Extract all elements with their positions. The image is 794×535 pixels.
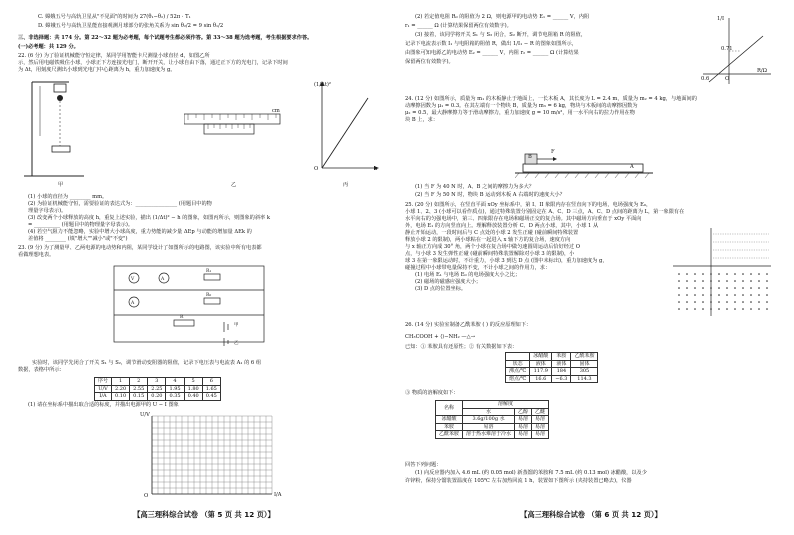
field-dot: [734, 280, 736, 282]
table-row: 序号 1 2 3 4 5 6: [95, 378, 221, 386]
field-dot: [766, 273, 768, 275]
field-dot: [750, 308, 752, 310]
grid-axis-i: I/A: [274, 492, 282, 498]
q23-experiment: 实验时，该同学先闭合了开关 S₁ 与 S₂，调节滑动变阻器的阻值，记录下电压表与电流表 A₁ 的 6 组: [32, 360, 262, 366]
svg-text:乙: 乙: [234, 341, 239, 346]
board-block-figure: [515, 142, 655, 182]
field-dot: [686, 273, 688, 275]
field-dot: [726, 294, 728, 296]
graph-value-1: 0.71: [721, 46, 733, 52]
field-dot: [758, 280, 760, 282]
field-dot: [694, 294, 696, 296]
svg-text:A: A: [161, 277, 165, 282]
q23-cont: r₁ = ______ Ω (计算结果保留两位有效数字)。: [405, 23, 512, 29]
field-dot: [734, 294, 736, 296]
field-dot: [686, 287, 688, 289]
field-dot: [734, 301, 736, 303]
q24-line: μ₂ = 0.5，最大静摩擦力等于滑动摩擦力，重力加速度 g = 10 m/s²，用一水平向右的拉力作用在物: [405, 110, 635, 116]
q24-sub: (1) 当 F 为 40 N 时，A、B 之间的摩擦力为多大？: [415, 184, 535, 190]
field-dot: [750, 287, 752, 289]
graph-y-label: 1/I: [717, 16, 725, 22]
field-dot: [686, 294, 688, 296]
q25-line: 与 x 轴正方向成 30° 角，两个小球在复合场中做匀速圆周运动后恰好经过 O: [405, 244, 581, 250]
uv-data-table: [94, 377, 221, 401]
field-dot: [750, 301, 752, 303]
field-dot: [686, 301, 688, 303]
q23-line: 看做理想电表。: [18, 252, 55, 258]
field-dot: [766, 308, 768, 310]
table-row: 水 乙醇 乙醚: [436, 408, 549, 416]
q24-line: 动摩擦因数为 μ₁ = 0.3。在其左端有一个物块 B，质量为 m₃ = 6 kg，物块与木板间的动摩擦因数为: [405, 103, 638, 109]
field-dot: [750, 280, 752, 282]
field-dot: [678, 301, 680, 303]
field-dot: [742, 301, 744, 303]
grid-origin: O: [144, 493, 149, 499]
q25-line: 外，电场 E₁ 的方向竖直向上。理解释放装置分析 C、D 两点小球，其中，小球 1 从: [405, 223, 599, 229]
field-dot: [742, 280, 744, 282]
q25-line: 静止开始运动，一段时间后与 C 点处的小球 2 发生正碰 (碰前瞬间特殊装置: [405, 230, 579, 236]
q25-sub: (3) D 点的位置坐标。: [415, 286, 467, 292]
field-dot: [694, 273, 696, 275]
field-dot: [702, 273, 704, 275]
q25-line: 小球 1、2、3 (小球可以看作质点)，通过特殊装置分别固定在 A、C、D 三点，A、C、D 点间的距离为 L，第一象限有在: [405, 209, 685, 215]
q26-known: 已知：① 苯胺具有还原性；② 有关数据如下表：: [405, 344, 518, 350]
field-dot: [718, 294, 720, 296]
table-header: 序号: [95, 378, 112, 386]
q26-title: 26. (14 分) 实验室制备乙酰苯胺 ( ) 的反应原理如下：: [405, 322, 532, 328]
field-dot: [710, 308, 712, 310]
inv-i-r-graph: [701, 14, 773, 88]
field-dot: [750, 273, 752, 275]
grid-axis-u: U/V: [140, 412, 150, 418]
label-jia: 甲: [58, 182, 64, 188]
field-dot: [718, 287, 720, 289]
q23-cont: 保留两位有效数字)。: [405, 59, 454, 65]
option-d: D. 嫦娥五号与高轨卫星能直接观测月球部分的张角关系为 sin θ₂/2 = 9 sin θ₁/2: [38, 23, 224, 29]
table-row: 熔点/℃ 16.6 −6.3 114.3: [506, 375, 598, 383]
figure-yi-ruler: [184, 106, 284, 146]
page-footer-right: 【高三理科综合试卷 （第 6 页 共 12 页）】: [520, 510, 662, 519]
field-dot: [726, 273, 728, 275]
blank-grid: [138, 412, 278, 502]
q23-line: 23. (9 分) 为了测量甲、乙两电源的电动势和内阻，某同学设计了如图所示的电路图，该实验中所有电表都: [18, 245, 262, 251]
field-dot: [686, 280, 688, 282]
table-row: 沸点/℃ 117.9 184 305: [506, 368, 598, 376]
graph-x-label: R/Ω: [757, 68, 767, 74]
left-page: [18, 14, 390, 522]
q22-line: 22. (6 分) 为了验证机械能守恒定律，某同学用智能卡尺测量小球直径 d，如图乙所: [18, 53, 210, 59]
figure-jia: [24, 76, 104, 186]
field-dot: [758, 294, 760, 296]
axis-origin: O: [314, 166, 319, 172]
field-dot: [734, 308, 736, 310]
field-dot: [766, 294, 768, 296]
q25-sub: (1) 电场 E₁ 与电场 E₀ 的电场强度大小之比；: [415, 272, 521, 278]
q25-line: 点，与小球 3 发生弹性正碰 (碰前瞬间特殊装置解除对小球 3 的限制)，小: [405, 251, 575, 257]
field-dot: [766, 287, 768, 289]
field-dot: [710, 280, 712, 282]
q23-plot-instruction: (1) 请在坐标系中描出取合适的标度，并描出电源甲的 U − I 图象: [28, 402, 179, 408]
q24-sub: (2) 当 F 为 50 N 时，物块 B 运动到木板 A 右端时的速度大小？: [415, 192, 565, 198]
field-dot: [726, 287, 728, 289]
q25-line: 25. (20 分) 如图所示，在竖直平面 xOy 坐标系中，第 I、II 象限内存在竖直向下的电场，电场强度为 E₀，: [405, 202, 652, 208]
field-dot: [678, 308, 680, 310]
label-bing: 丙: [343, 182, 349, 188]
q23-experiment: 数据，表格中所示：: [18, 367, 65, 373]
right-page: [405, 14, 777, 522]
q22-line: 为 Δt，用刻度尺测出小球到光电门中心距离为 h，重力加速度为 g。: [18, 67, 176, 73]
q22-sub: 差值将 ________ (填"增大""减小"或"不变"): [28, 236, 128, 242]
field-dot: [718, 273, 720, 275]
section3-sub: (一)必考题：共 129 分。: [18, 44, 79, 50]
ruler-unit: cm: [272, 108, 280, 114]
svg-text:R₀: R₀: [206, 293, 212, 298]
q23-cont: (2) 若定值电阻 R₀ 的阻值为 2 Ω，则电源甲的电动势 E₁ = ______ V，内阻: [415, 14, 590, 20]
field-dot: [742, 287, 744, 289]
q26-answer-lead: 回答下列问题：: [405, 462, 442, 468]
circuit-diagram: [104, 260, 274, 352]
svg-text:R₁: R₁: [206, 269, 212, 274]
option-c: C. 嫦娥五号与高轨卫星从"不见面"的时间为 27(θ₁−θ₂) / 52π · T₁: [38, 14, 191, 20]
field-dot: [678, 287, 680, 289]
svg-text:V: V: [131, 277, 135, 282]
field-dot: [758, 273, 760, 275]
q23-cont: 记录下电流表示数 I₁ 与电阻箱的阻值 R，做出 1/I₁ − R 的图象如图所示，: [405, 41, 577, 47]
field-dot: [766, 301, 768, 303]
q25-sub: (2) 磁场的磁感应强度大小；: [415, 279, 482, 285]
table-header: U/V: [95, 385, 112, 393]
table-row: 冰醋酸 3.6g/100g 水 易溶 易溶: [436, 416, 549, 424]
table-row: I/A 0.10 0.15 0.20 0.35 0.40 0.45: [95, 393, 221, 401]
svg-text:R: R: [180, 315, 184, 320]
force-label: F: [551, 149, 555, 155]
q26-solubility-title: ③ 物质的溶解度如下：: [405, 390, 459, 396]
label-yi: 乙: [231, 182, 237, 188]
q26-step: 许锌粉，保持分馏装置温度在 105℃ 左右加热回流 1 h，装置如下图所示 (夹持装置已略去)，仪器: [405, 478, 632, 484]
field-dot: [694, 301, 696, 303]
table-row: U/V 2.20 2.55 2.25 1.95 1.80 1.65: [95, 385, 221, 393]
field-dot: [750, 294, 752, 296]
field-dot: [702, 287, 704, 289]
q22-sub: = __________ (用题目中的物理量字母表示)。: [28, 222, 134, 228]
field-dot: [702, 280, 704, 282]
q22-sub: (2) 为验证机械能守恒，需要验证的表达式为：________________ (用题目中的物: [28, 201, 212, 207]
field-dot: [758, 301, 760, 303]
solubility-table: [435, 400, 549, 439]
field-dot: [694, 287, 696, 289]
axis-h: h: [374, 166, 378, 172]
board-a-label: A: [630, 164, 634, 170]
field-dot: [710, 294, 712, 296]
table-row: 名称 溶解度: [436, 401, 549, 409]
field-dot: [726, 308, 728, 310]
svg-text:A: A: [131, 301, 135, 306]
field-dot: [702, 294, 704, 296]
svg-text:甲: 甲: [234, 323, 239, 328]
field-dot: [758, 308, 760, 310]
field-dot: [710, 287, 712, 289]
field-dot: [702, 301, 704, 303]
q26-reaction: CH₃COOH + ⟨⟩−NH₂ —△→: [405, 334, 475, 340]
field-dot: [710, 301, 712, 303]
field-dot: [718, 308, 720, 310]
field-dot: [742, 308, 744, 310]
q22-line: 示，然后用电磁铁吸住小球，小球正下方连接光电门，断开开关，让小球自由下落，通过正下方的光电门，记录下时间: [18, 60, 288, 66]
table-header: I/A: [95, 393, 112, 401]
field-dot: [726, 301, 728, 303]
q23-cont: 由图象可知电源乙的电动势 E₂ = ______ V，内阻 r₂ = ______ Ω (计算结果: [405, 50, 579, 56]
field-dot: [710, 273, 712, 275]
property-table: [505, 352, 598, 383]
q25-line: 碰撞过程中小球带电量保持不变，不计小球之间的作用力，求：: [405, 265, 551, 271]
field-dot: [718, 280, 720, 282]
field-dot: [726, 280, 728, 282]
q25-line: 释放小球 2 的限制)，两小球粘在一起进入 x 轴下方的复合场，速度方向: [405, 237, 571, 243]
field-dot: [718, 301, 720, 303]
table-row: 乙酰苯胺 溶于热水难溶于冷水 易溶 易溶: [436, 431, 549, 439]
block-b-label: B: [528, 154, 532, 160]
q22-sub: (4) 若空气阻力不能忽略，实验中增大小球高度，重力势能的减少量 ΔEp 与动能的增加量 ΔEk 的: [28, 229, 252, 235]
table-row: 冰醋酸 苯胺 乙酰苯胺: [506, 353, 598, 361]
field-dot: [734, 273, 736, 275]
q26-step: (1) 向反应器内加入 4.6 mL (约 0.05 mol) 新蒸馏的苯胺和 7.5 mL (约 0.13 mol) 冰醋酸，以及少: [415, 470, 647, 476]
field-dot: [678, 280, 680, 282]
field-dot: [734, 287, 736, 289]
figure-bing-graph: [310, 78, 380, 178]
field-dot: [694, 280, 696, 282]
graph-origin: O: [725, 76, 730, 82]
field-dot: [678, 294, 680, 296]
page-footer-left: 【高三理科综合试卷 （第 5 页 共 12 页）】: [133, 510, 275, 519]
field-dot: [766, 280, 768, 282]
axis-inv-dt: (1/Δt)²: [314, 82, 332, 88]
field-dot: [758, 287, 760, 289]
q22-sub: (1) 小球的直径为 ________ mm。: [28, 194, 108, 200]
q23-cont: (3) 接着，该同学将开关 S₁ 与 S₃ 闭合，S₂ 断开，调节电阻箱 R 的阻值，: [415, 32, 587, 38]
field-dot: [742, 273, 744, 275]
table-row: 苯胺 易溶 易溶 易溶: [436, 423, 549, 431]
q24-line: 24. (12 分) 如图所示，质量为 m₁ 的木板静止于地面上，一长木板 A，其长度为 L = 2.4 m，质量为 m₂ = 4 kg，与地面间的: [405, 96, 697, 102]
q24-line: 块 B 上，求：: [405, 117, 439, 123]
field-diagram: [673, 226, 773, 318]
field-dot: [678, 273, 680, 275]
field-dot: [686, 308, 688, 310]
q25-line: 水平向右的匀强电场中，第三、四象限存在电场和磁场正交的复合场。其中磁场方向垂直于 xOy 平面向: [405, 216, 642, 222]
field-dot: [742, 294, 744, 296]
table-row: 状态 液体 液体 固体: [506, 360, 598, 368]
field-dot: [694, 308, 696, 310]
q22-sub: (3) 改变两个小球释放的高度 h，重复上述实验，描出 (1/Δt)² − h 的图象，如图丙所示，则图象的斜率 k: [28, 215, 271, 221]
field-dot: [702, 308, 704, 310]
section3-heading: 三、非选择题：共 174 分。第 22～32 题为必考题，每个试题考生都必须作答。第 33～38 题为选考题，考生根据要求作答。: [18, 35, 313, 41]
q25-line: 球 3 在第一象限运动时，不计重力，小球 3 到达 D 点 (图中未标出)，重力加速度为 g，: [405, 258, 608, 264]
graph-value-2: 0.6: [701, 76, 710, 82]
q22-sub: 理量字母表示)。: [28, 208, 67, 214]
